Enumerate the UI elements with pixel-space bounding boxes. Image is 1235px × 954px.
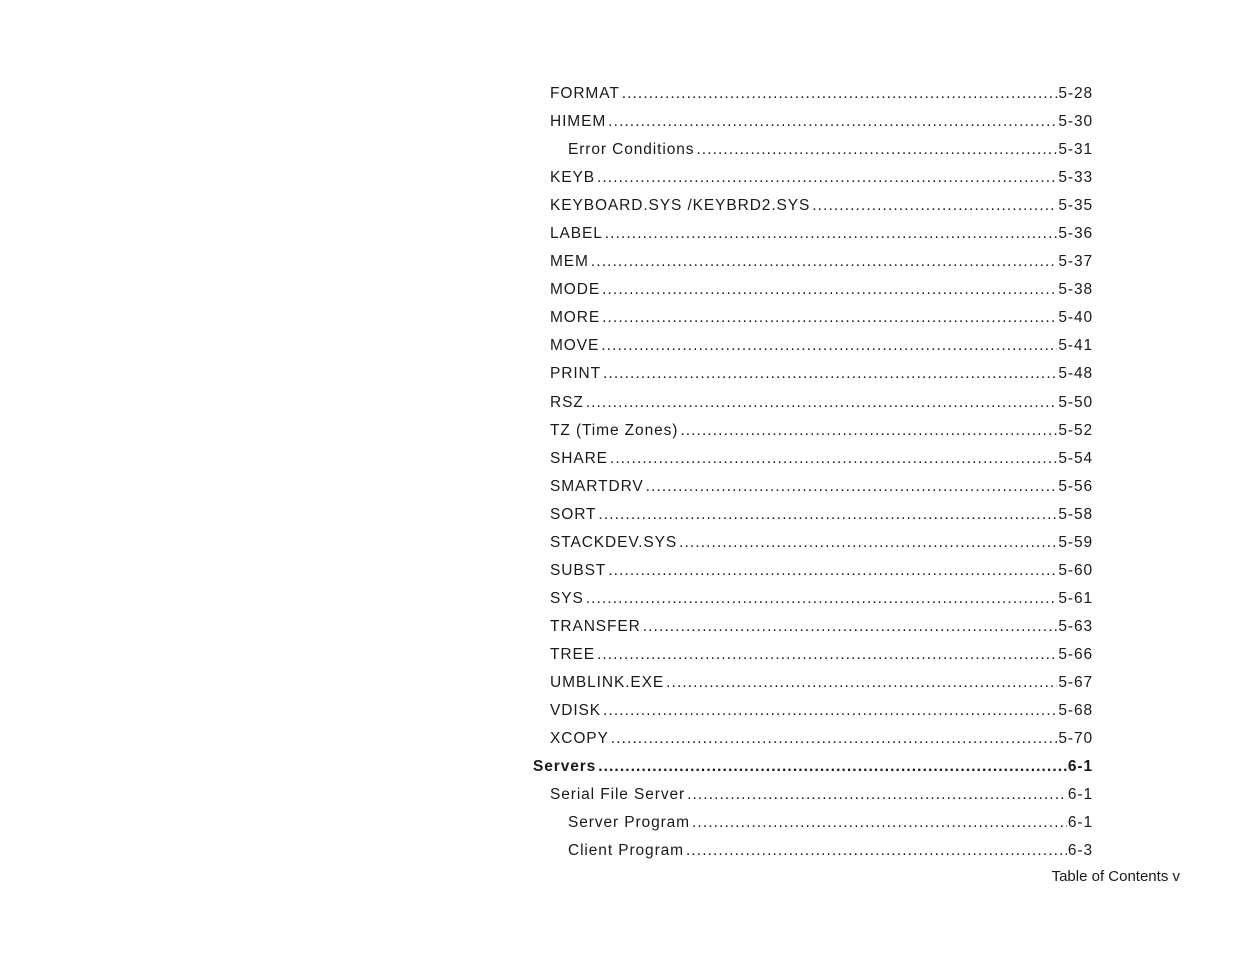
toc-entry[interactable] [533, 220, 1093, 248]
toc-entry-page-number: 5-41 [1058, 337, 1093, 355]
toc-entry-title: SORT [550, 505, 597, 523]
toc-entry[interactable] [533, 389, 1093, 417]
toc-entry[interactable] [533, 192, 1093, 220]
toc-entry[interactable] [533, 725, 1093, 753]
toc-dot-leader [605, 220, 1058, 248]
toc-entry-page-number: 5-61 [1058, 589, 1093, 607]
toc-entry-page-number: 5-54 [1058, 449, 1093, 467]
toc-dot-leader [603, 360, 1057, 388]
toc-entry[interactable] [533, 837, 1093, 865]
toc-entry-page-number: 5-68 [1058, 702, 1093, 720]
toc-entry-title: SUBST [550, 561, 607, 579]
toc-dot-leader [686, 837, 1067, 865]
toc-entry-title: Client Program [568, 842, 684, 860]
toc-entry-title: TREE [550, 645, 595, 663]
toc-dot-leader [602, 276, 1057, 304]
toc-entry-page-number: 5-35 [1058, 197, 1093, 215]
toc-entry-title: KEYB [550, 169, 595, 187]
toc-entry-title: MEM [550, 253, 589, 271]
toc-entry[interactable] [533, 585, 1093, 613]
toc-dot-leader [646, 473, 1058, 501]
toc-entry[interactable] [533, 697, 1093, 725]
toc-dot-leader [680, 417, 1057, 445]
toc-entry-title: Server Program [568, 814, 690, 832]
toc-entry-title: MOVE [550, 337, 600, 355]
toc-dot-leader [591, 248, 1058, 276]
toc-entry-title: RSZ [550, 393, 584, 411]
toc-entry[interactable] [533, 809, 1093, 837]
toc-dot-leader [598, 501, 1057, 529]
toc-entry-page-number: 5-40 [1058, 309, 1093, 327]
toc-entry-page-number: 6-1 [1067, 814, 1093, 832]
toc-entry-page-number: 5-63 [1058, 617, 1093, 635]
toc-entry-page-number: 5-70 [1058, 730, 1093, 748]
toc-entry-title: HIMEM [550, 113, 607, 131]
toc-dot-leader [679, 529, 1057, 557]
toc-dot-leader [610, 445, 1057, 473]
toc-dot-leader [687, 781, 1067, 809]
toc-entry[interactable] [533, 753, 1093, 781]
toc-entry[interactable] [533, 248, 1093, 276]
toc-entry-title: Serial File Server [550, 786, 686, 804]
toc-entry-page-number: 5-56 [1058, 477, 1093, 495]
toc-entry-page-number: 5-31 [1058, 141, 1093, 159]
toc-entry-title: MODE [550, 281, 601, 299]
toc-entry-page-number: 5-48 [1058, 365, 1093, 383]
toc-entry-page-number: 5-33 [1058, 169, 1093, 187]
toc-dot-leader [603, 697, 1057, 725]
toc-dot-leader [622, 80, 1058, 108]
toc-dot-leader [601, 332, 1057, 360]
toc-dot-leader [666, 669, 1057, 697]
toc-entry-title: SHARE [550, 449, 608, 467]
toc-dot-leader [598, 753, 1067, 781]
toc-entry-page-number: 5-28 [1058, 85, 1093, 102]
toc-entry[interactable] [533, 445, 1093, 473]
toc-entry[interactable] [533, 417, 1093, 445]
toc-entry-page-number: 5-37 [1058, 253, 1093, 271]
toc-dot-leader [692, 809, 1067, 837]
toc-dot-leader [597, 641, 1057, 669]
toc-entry-page-number: 5-30 [1058, 113, 1093, 131]
toc-entry-page-number: 6-1 [1067, 758, 1093, 776]
toc-entry-page-number: 5-60 [1058, 561, 1093, 579]
toc-entry-title: SYS [550, 589, 584, 607]
toc-entry-title: UMBLINK.EXE [550, 673, 665, 691]
toc-entry[interactable] [533, 360, 1093, 388]
toc-entry-title: SMARTDRV [550, 477, 644, 495]
toc-entry[interactable] [533, 557, 1093, 585]
toc-entry[interactable] [533, 473, 1093, 501]
toc-dot-leader [602, 304, 1057, 332]
toc-entry-title: FORMAT [550, 85, 620, 102]
toc-entry-title: STACKDEV.SYS [550, 533, 678, 551]
toc-entry[interactable] [533, 669, 1093, 697]
toc-entry-title: TZ (Time Zones) [550, 421, 679, 439]
toc-dot-leader [597, 164, 1057, 192]
toc-entry[interactable] [533, 80, 1093, 108]
toc-entry[interactable] [533, 304, 1093, 332]
toc-dot-leader [696, 136, 1057, 164]
toc-entry[interactable] [533, 613, 1093, 641]
toc-entry-page-number: 5-58 [1058, 505, 1093, 523]
toc-entry[interactable] [533, 501, 1093, 529]
toc-dot-leader [643, 613, 1058, 641]
toc-entry-title: PRINT [550, 365, 601, 383]
toc-entry-page-number: 5-67 [1058, 673, 1093, 691]
toc-entry-title: KEYBOARD.SYS /KEYBRD2.SYS [550, 197, 811, 215]
toc-entry[interactable] [533, 136, 1093, 164]
toc-dot-leader [586, 585, 1058, 613]
page-footer: Table of Contents v [1051, 868, 1180, 885]
toc-dot-leader [586, 389, 1058, 417]
toc-entry-title: XCOPY [550, 730, 609, 748]
toc-entry-page-number: 6-1 [1067, 786, 1093, 804]
toc-entry[interactable] [533, 276, 1093, 304]
toc-dot-leader [812, 192, 1057, 220]
toc-entry[interactable] [533, 164, 1093, 192]
toc-entry-title: TRANSFER [550, 617, 641, 635]
toc-dot-leader [608, 108, 1057, 136]
toc-entry[interactable] [533, 529, 1093, 557]
toc-entry-title: MORE [550, 309, 601, 327]
toc-entry-page-number: 5-59 [1058, 533, 1093, 551]
toc-entry-page-number: 5-36 [1058, 225, 1093, 243]
toc-entry-page-number: 5-50 [1058, 393, 1093, 411]
toc-entry-title: Error Conditions [568, 141, 695, 159]
table-of-contents [533, 80, 1093, 865]
toc-entry[interactable] [533, 641, 1093, 669]
toc-entry[interactable] [533, 108, 1093, 136]
toc-dot-leader [608, 557, 1057, 585]
toc-entry-title: VDISK [550, 702, 602, 720]
toc-entry-page-number: 5-38 [1058, 281, 1093, 299]
toc-entry-title: Servers [533, 758, 597, 776]
toc-entry-page-number: 6-3 [1067, 842, 1093, 860]
toc-entry[interactable] [533, 781, 1093, 809]
toc-entry-title: LABEL [550, 225, 603, 243]
toc-entry[interactable] [533, 332, 1093, 360]
toc-entry-page-number: 5-66 [1058, 645, 1093, 663]
toc-entry-page-number: 5-52 [1058, 421, 1093, 439]
toc-dot-leader [611, 725, 1058, 753]
